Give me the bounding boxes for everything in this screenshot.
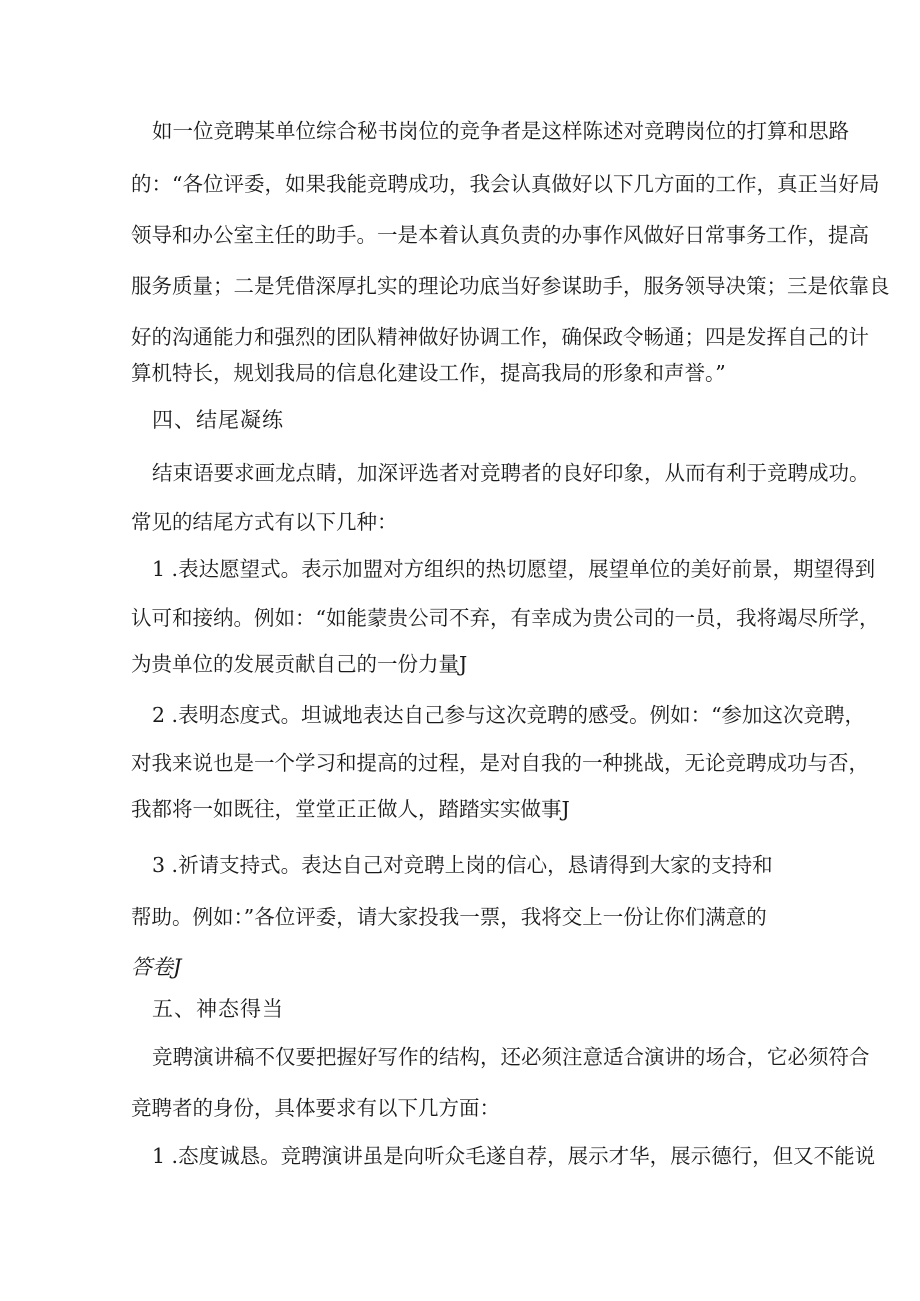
paragraph-line: 好的沟通能力和强烈的团队精神做好协调工作，确保政令畅通；四是发挥自己的计 xyxy=(131,325,869,349)
list-item-line: 帮助。例如：”各位评委，请大家投我一票，我将交上一份让你们满意的 xyxy=(131,905,767,929)
paragraph-line: 常见的结尾方式有以下几种： xyxy=(131,510,398,534)
section-heading: 五、神态得当 xyxy=(152,997,284,1021)
paragraph-line: 竞聘演讲稿不仅要把握好写作的结构，还必须注意适合演讲的场合，它必须符合 xyxy=(152,1045,870,1069)
list-item-line: 为贵单位的发展贡献自己的一份力量J xyxy=(131,652,468,676)
paragraph-line: 结束语要求画龙点睛，加深评选者对竞聘者的良好印象，从而有利于竞聘成功。 xyxy=(152,461,870,485)
paragraph-line: 如一位竞聘某单位综合秘书岗位的竞争者是这样陈述对竞聘岗位的打算和思路 xyxy=(152,119,849,143)
list-item-line: 认可和接纳。例如：“如能蒙贵公司不弃，有幸成为贵公司的一员，我将竭尽所学， xyxy=(131,606,880,630)
list-item-line: 1 .表达愿望式。表示加盟对方组织的热切愿望，展望单位的美好前景，期望得到 xyxy=(152,557,876,581)
section-heading: 四、结尾凝练 xyxy=(152,408,284,432)
list-item-line: 对我来说也是一个学习和提高的过程，是对自我的一种挑战，无论竞聘成功与否， xyxy=(131,751,869,775)
paragraph-line: 领导和办公室主任的助手。一是本着认真负责的办事作风做好日常事务工作，提高 xyxy=(131,223,869,247)
paragraph-line: 的：“各位评委，如果我能竞聘成功，我会认真做好以下几方面的工作，真正当好局 xyxy=(131,172,880,196)
paragraph-line: 竞聘者的身份，具体要求有以下几方面： xyxy=(131,1096,500,1120)
paragraph-line: 算机特长，规划我局的信息化建设工作，提高我局的形象和声誉。” xyxy=(131,361,726,385)
list-item-line: 1 .态度诚恳。竞聘演讲虽是向听众毛遂自荐，展示才华，展示德行，但又不能说 xyxy=(152,1144,876,1168)
list-item-line: 答卷J xyxy=(131,955,182,979)
list-item-line: 3 .祈请支持式。表达自己对竞聘上岗的信心，恳请得到大家的支持和 xyxy=(152,853,773,877)
list-item-line: 我都将一如既往，堂堂正正做人，踏踏实实做事J xyxy=(131,797,570,821)
list-item-line: 2 .表明态度式。坦诚地表达自己参与这次竞聘的感受。例如：“参加这次竞聘， xyxy=(152,703,866,727)
paragraph-line: 服务质量；二是凭借深厚扎实的理论功底当好参谋助手，服务领导决策；三是依靠良 xyxy=(131,274,890,298)
